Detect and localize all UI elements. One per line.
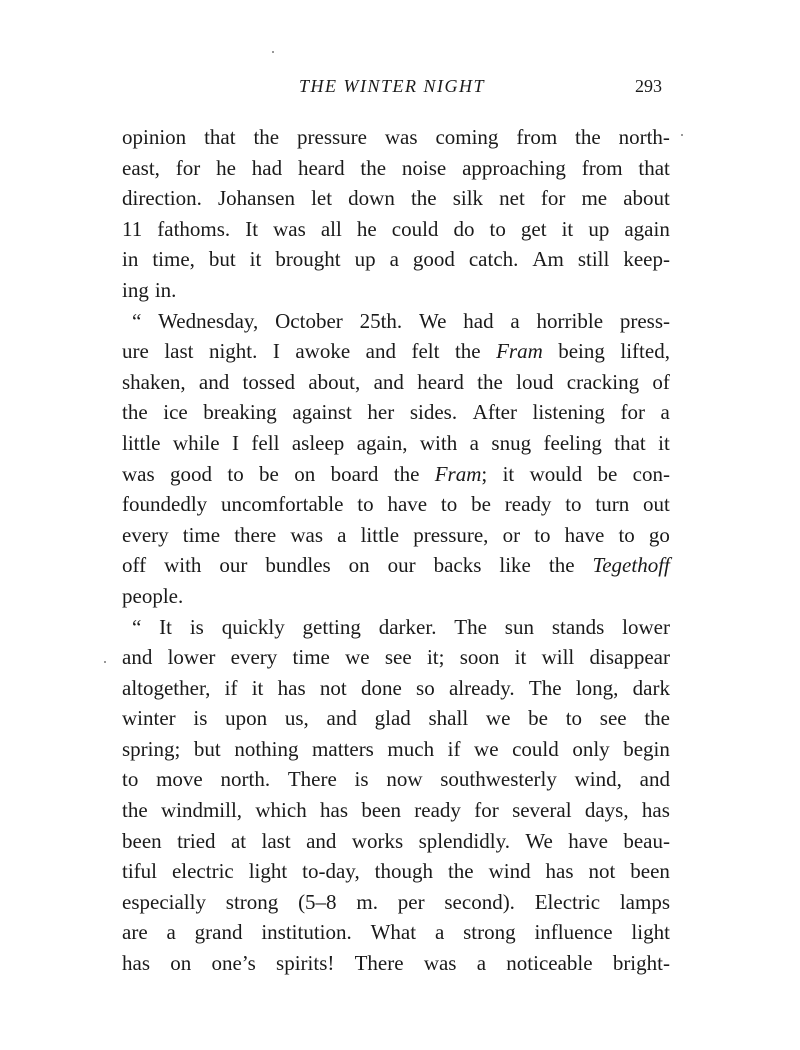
text-line: off with our bundles on our backs like the Tegethoff [122, 553, 670, 578]
text-line: been tried at last and works splendidly. We have beau- [122, 828, 670, 853]
text-line: little while I fell asleep again, with a snug feeling that it [122, 430, 670, 455]
text-line: “ Wednesday, October 25th. We had a horrible press- [132, 308, 670, 333]
text-line: the ice breaking against her sides. After listening for a [122, 400, 670, 425]
text-line: direction. Johansen let down the silk net for me about [122, 186, 670, 211]
running-title: THE WINTER NIGHT [298, 76, 485, 96]
paper-speck [272, 51, 274, 53]
text-line: has on one’s spirits! There was a noticeable bright- [122, 951, 670, 976]
text-line: “ It is quickly getting darker. The sun stands lower [132, 614, 670, 639]
text-line: 11 fathoms. It was all he could do to get it up again [122, 216, 670, 241]
text-line: tiful electric light to-day, though the wind has not been [122, 859, 670, 884]
text-line: ure last night. I awoke and felt the Fram being lifted, [122, 339, 670, 364]
paper-speck [104, 661, 106, 663]
running-head [122, 76, 662, 102]
text-line: foundedly uncomfortable to have to be ready to turn out [122, 492, 670, 517]
text-line: in time, but it brought up a good catch. Am still keep- [122, 247, 670, 272]
paper-speck [681, 134, 683, 136]
text-line: people. [122, 583, 184, 608]
text-line: was good to be on board the Fram; it would be con- [122, 461, 670, 486]
text-line: to move north. There is now southwesterly wind, and [122, 767, 670, 792]
text-line: and lower every time we see it; soon it will disappear [122, 645, 670, 670]
text-line: opinion that the pressure was coming from the north- [122, 125, 670, 149]
text-line: east, for he had heard the noise approaching from that [122, 155, 670, 180]
text-line: especially strong (5–8 m. per second). Electric lamps [122, 889, 670, 914]
page-number: 293 [635, 76, 662, 96]
text-line: every time there was a little pressure, or to have to go [122, 522, 670, 547]
text-line: shaken, and tossed about, and heard the loud cracking of [122, 369, 670, 394]
text-line: spring; but nothing matters much if we could only begin [122, 736, 670, 761]
text-line: the windmill, which has been ready for several days, has [122, 798, 670, 823]
text-line: ing in. [122, 277, 177, 302]
text-line: winter is upon us, and glad shall we be to see the [122, 706, 670, 731]
body-text [122, 122, 670, 979]
text-line: altogether, if it has not done so already. The long, dark [122, 675, 670, 700]
text-line: are a grand institution. What a strong influence light [122, 920, 670, 945]
